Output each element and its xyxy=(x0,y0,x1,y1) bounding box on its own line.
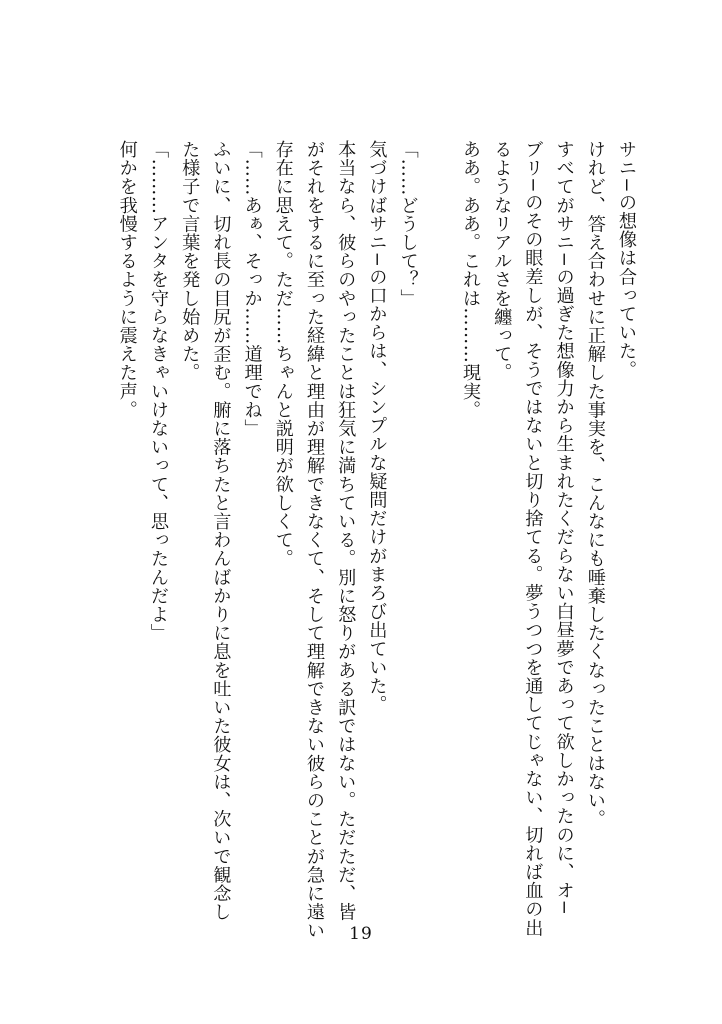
text-line: ああ。ああ。これは………現実。 xyxy=(459,140,481,419)
text-line: た様子で言葉を発し始めた。 xyxy=(179,140,201,382)
text-line: ふいに、切れ長の目尻が歪む。腑に落ちたと言わんばかりに息を吐いた彼女は、次いで観念し xyxy=(210,140,232,922)
text-line: けれど、答え合わせに正解した事実を、こんなにも唾棄したくなったことはない。 xyxy=(584,140,606,829)
text-line: 「……あぁ、そっか……道理でね」 xyxy=(241,140,263,438)
paragraph-gap xyxy=(424,140,455,920)
text-line: 存在に思えて。ただ……ちゃんと説明が欲しくて。 xyxy=(272,140,294,568)
text-line: 本当なら、彼らのやったことは狂気に満ちている。別に怒りがある訳ではない。ただただ、皆 xyxy=(335,140,357,922)
text-line: 何かを我慢するように震えた声。 xyxy=(116,140,138,419)
text-line: 「……どうして？」 xyxy=(397,140,419,308)
text-line: 気づけばサニ−の口からは、シンプルな疑問だけがまろび出ていた。 xyxy=(366,140,388,714)
text-line: ブリ−のその眼差しが、そうではないと切り捨てる。夢うつつを通してじゃない、切れば血の出 xyxy=(522,140,544,937)
text-line: すべてがサニ−の過ぎた想像力から生まれたくだらない白昼夢であって欲しかったのに、オ− xyxy=(553,140,575,916)
page-number: 19 xyxy=(349,924,373,944)
text-line: がそれをするに至った経緯と理由が理解できなくて、そして理解できない彼らのことが急に遠い xyxy=(303,140,325,940)
text-line: 「………アンタを守らなきゃいけないって、思ったんだよ」 xyxy=(147,140,169,643)
text-line: るようなリアルさを纏って。 xyxy=(491,140,513,382)
text-line: サニ−の想像は合っていた。 xyxy=(616,140,637,379)
